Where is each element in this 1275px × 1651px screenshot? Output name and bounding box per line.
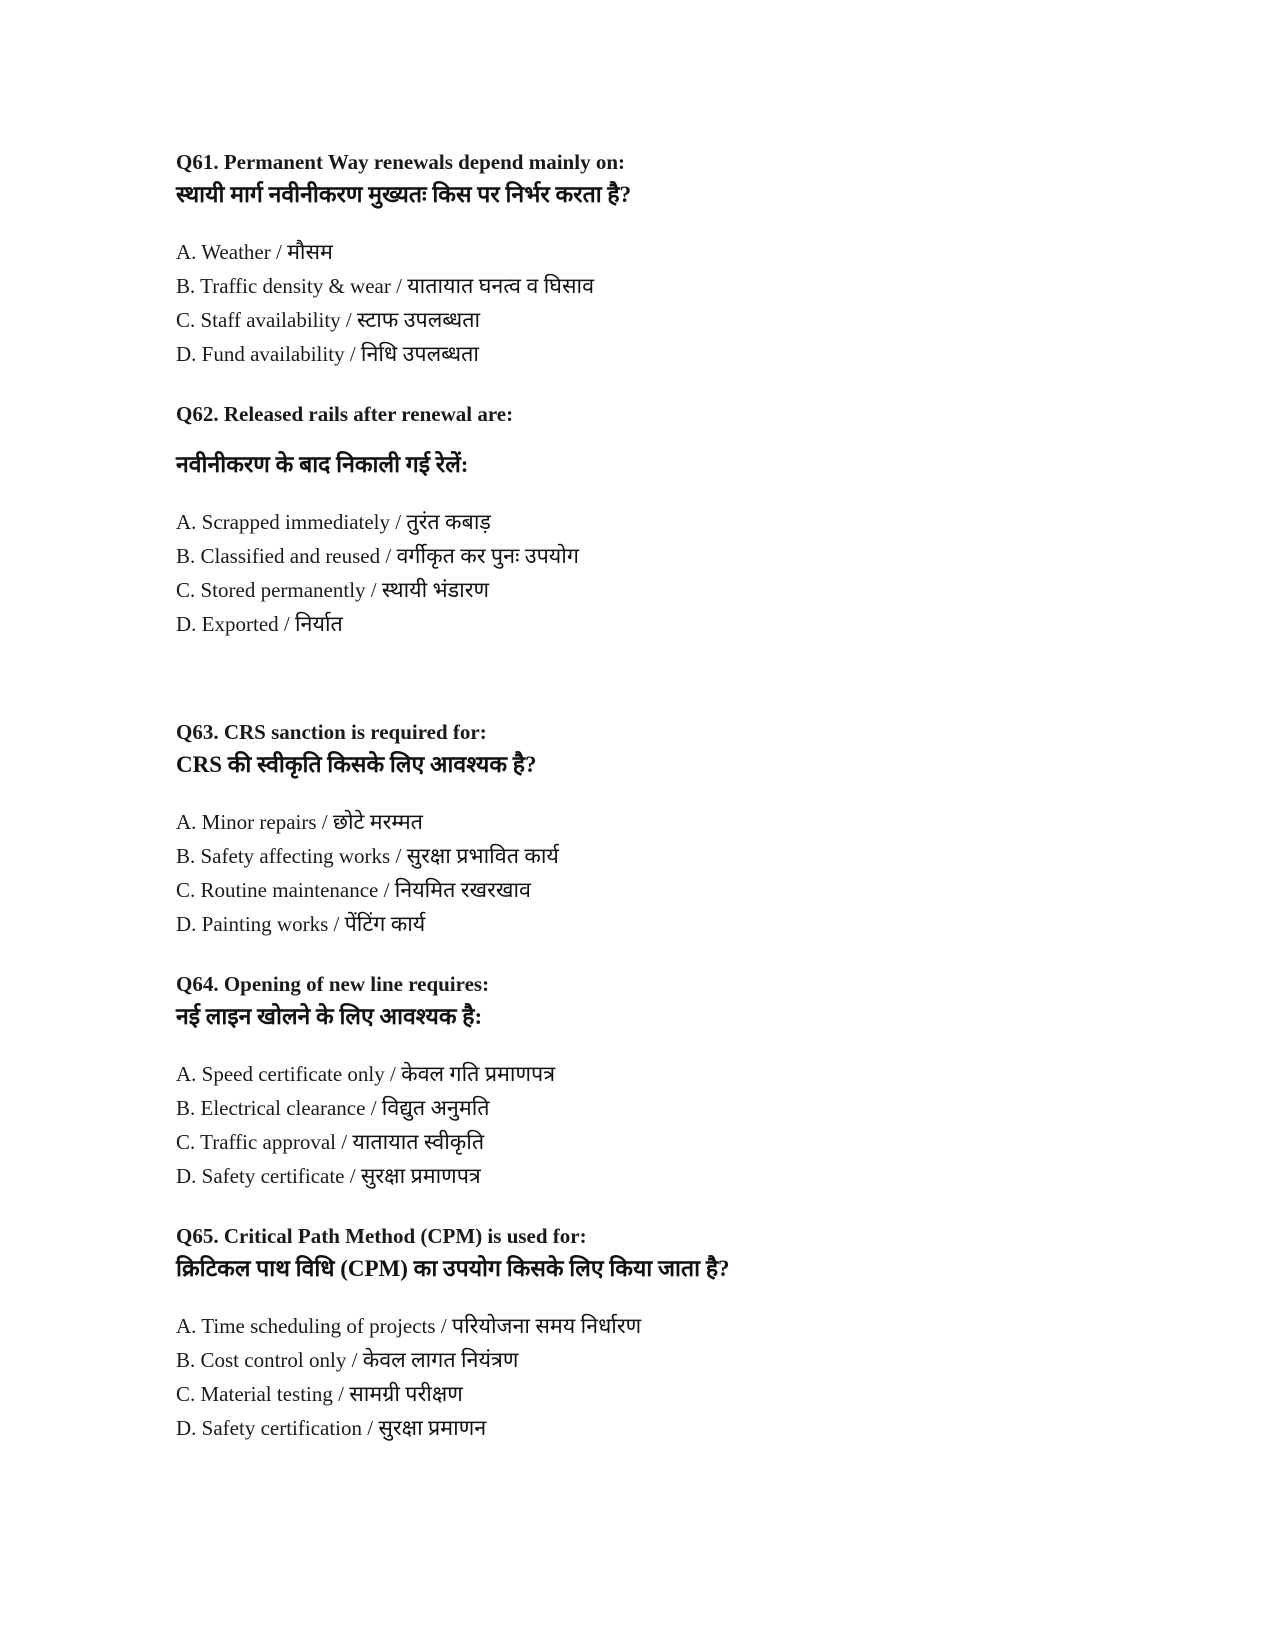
question-title-hindi: नई लाइन खोलने के लिए आवश्यक है:	[176, 1004, 483, 1029]
option-text-english: A. Time scheduling of projects /	[176, 1314, 447, 1338]
option-line	[176, 303, 1185, 337]
option-line	[176, 873, 1185, 907]
option-text-hindi: विद्युत अनुमति	[381, 1096, 490, 1120]
option-line	[176, 607, 1185, 641]
option-line	[176, 1377, 1185, 1411]
option-text-hindi: परियोजना समय निर्धारण	[451, 1314, 642, 1338]
question-title-hindi: नवीनीकरण के बाद निकाली गई रेलें:	[176, 452, 469, 477]
options-list	[176, 1309, 1185, 1445]
question-block-q64	[176, 969, 1185, 1193]
option-text-english: C. Material testing /	[176, 1382, 344, 1406]
option-text-hindi: सामग्री परीक्षण	[349, 1382, 463, 1406]
option-text-english: A. Minor repairs /	[176, 810, 328, 834]
option-text-english: C. Staff availability /	[176, 308, 352, 332]
option-line	[176, 907, 1185, 941]
option-text-english: B. Cost control only /	[176, 1348, 358, 1372]
option-line	[176, 1309, 1185, 1343]
option-text-english: B. Traffic density & wear /	[176, 274, 402, 298]
option-line	[176, 235, 1185, 269]
options-list	[176, 1057, 1185, 1193]
question-title-english: Q61. Permanent Way renewals depend mainly on:	[176, 150, 625, 174]
option-line	[176, 1125, 1185, 1159]
option-line	[176, 1411, 1185, 1445]
option-text-english: D. Painting works /	[176, 912, 340, 936]
option-text-hindi: मौसम	[287, 240, 333, 264]
option-line	[176, 1343, 1185, 1377]
question-block-q62	[176, 399, 1185, 641]
question-title-english: Q65. Critical Path Method (CPM) is used for:	[176, 1224, 587, 1248]
option-line	[176, 505, 1185, 539]
option-line	[176, 1159, 1185, 1193]
option-line	[176, 573, 1185, 607]
option-text-hindi: यातायात स्वीकृति	[352, 1130, 485, 1154]
option-text-hindi: यातायात घनत्व व घिसाव	[407, 274, 595, 298]
question-block-q65	[176, 1221, 1185, 1445]
option-line	[176, 1057, 1185, 1091]
option-text-english: D. Safety certification /	[176, 1416, 374, 1440]
option-text-english: C. Stored permanently /	[176, 578, 377, 602]
option-text-hindi: निर्यात	[294, 612, 343, 636]
option-text-english: A. Scrapped immediately /	[176, 510, 402, 534]
option-text-hindi: स्थायी भंडारण	[381, 578, 490, 602]
option-text-hindi: वर्गीकृत कर पुनः उपयोग	[396, 544, 579, 568]
option-text-english: B. Safety affecting works /	[176, 844, 402, 868]
option-text-hindi: सुरक्षा प्रमाणन	[378, 1416, 487, 1440]
question-block-q63	[176, 717, 1185, 941]
option-text-hindi: तुरंत कबाड़	[406, 510, 491, 534]
option-text-english: C. Routine maintenance /	[176, 878, 390, 902]
option-text-hindi: पेंटिंग कार्य	[344, 912, 426, 936]
option-text-hindi: केवल गति प्रमाणपत्र	[401, 1062, 556, 1086]
option-text-hindi: छोटे मरम्मत	[332, 810, 423, 834]
option-line	[176, 805, 1185, 839]
options-list	[176, 505, 1185, 641]
option-line	[176, 269, 1185, 303]
option-text-english: D. Fund availability /	[176, 342, 356, 366]
option-text-english: C. Traffic approval /	[176, 1130, 348, 1154]
option-text-english: A. Weather /	[176, 240, 282, 264]
question-title-hindi: CRS की स्वीकृति किसके लिए आवश्यक है?	[176, 752, 537, 777]
question-title-english: Q63. CRS sanction is required for:	[176, 720, 487, 744]
option-text-hindi: निधि उपलब्धता	[360, 342, 479, 366]
option-line	[176, 539, 1185, 573]
option-text-english: A. Speed certificate only /	[176, 1062, 396, 1086]
options-list	[176, 805, 1185, 941]
option-text-hindi: स्टाफ उपलब्धता	[357, 308, 481, 332]
question-title-hindi: क्रिटिकल पाथ विधि (CPM) का उपयोग किसके लिए किया जाता है?	[176, 1256, 730, 1281]
question-block-q61	[176, 147, 1185, 371]
option-text-hindi: सुरक्षा प्रमाणपत्र	[360, 1164, 481, 1188]
option-text-english: B. Electrical clearance /	[176, 1096, 377, 1120]
question-title-english: Q64. Opening of new line requires:	[176, 972, 490, 996]
option-text-english: B. Classified and reused /	[176, 544, 392, 568]
option-text-english: D. Safety certificate /	[176, 1164, 356, 1188]
options-list	[176, 235, 1185, 371]
option-text-hindi: सुरक्षा प्रभावित कार्य	[406, 844, 559, 868]
option-line	[176, 839, 1185, 873]
question-title-english: Q62. Released rails after renewal are:	[176, 402, 514, 426]
option-text-english: D. Exported /	[176, 612, 290, 636]
option-text-hindi: नियमित रखरखाव	[394, 878, 532, 902]
question-title-hindi: स्थायी मार्ग नवीनीकरण मुख्यतः किस पर निर्भर करता है?	[176, 182, 632, 207]
option-text-hindi: केवल लागत नियंत्रण	[362, 1348, 519, 1372]
option-line	[176, 337, 1185, 371]
option-line	[176, 1091, 1185, 1125]
